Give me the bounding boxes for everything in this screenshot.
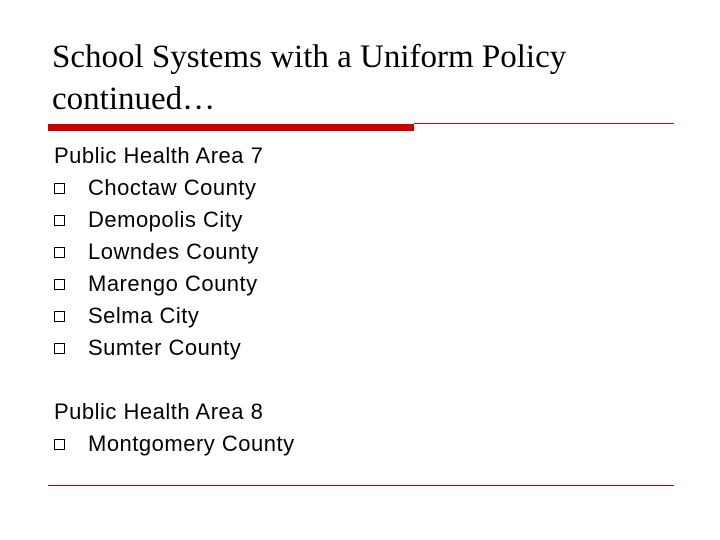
county-list: [54, 428, 674, 460]
list-item: [54, 236, 674, 268]
list-item: [54, 428, 674, 460]
list-item: [54, 172, 674, 204]
section-area-8: [54, 396, 674, 460]
list-item-label: Choctaw County: [88, 175, 257, 200]
list-item-label: Montgomery County: [88, 431, 295, 456]
hollow-square-icon: [54, 183, 65, 194]
section-heading: Public Health Area 7: [54, 143, 264, 168]
hollow-square-icon: [54, 215, 65, 226]
title-line-1: School Systems with a Uniform Policy: [52, 39, 567, 75]
title-underline-thin: [414, 123, 674, 124]
hollow-square-icon: [54, 439, 65, 450]
title-underline-thick: [48, 124, 414, 131]
list-item: [54, 332, 674, 364]
county-list: [54, 172, 674, 364]
footer-rule: [48, 485, 674, 486]
list-item: [54, 268, 674, 300]
hollow-square-icon: [54, 311, 65, 322]
list-item-label: Lowndes County: [88, 239, 259, 264]
list-item-label: Sumter County: [88, 335, 242, 360]
hollow-square-icon: [54, 343, 65, 354]
list-item: [54, 204, 674, 236]
section-heading: Public Health Area 8: [54, 399, 264, 424]
hollow-square-icon: [54, 279, 65, 290]
list-item-label: Demopolis City: [88, 207, 243, 232]
list-item: [54, 300, 674, 332]
slide-title: [52, 36, 672, 120]
section-area-7: [54, 140, 674, 364]
title-line-2: continued…: [52, 81, 216, 117]
list-item-label: Marengo County: [88, 271, 258, 296]
slide-content: [54, 140, 674, 460]
hollow-square-icon: [54, 247, 65, 258]
list-item-label: Selma City: [88, 303, 200, 328]
